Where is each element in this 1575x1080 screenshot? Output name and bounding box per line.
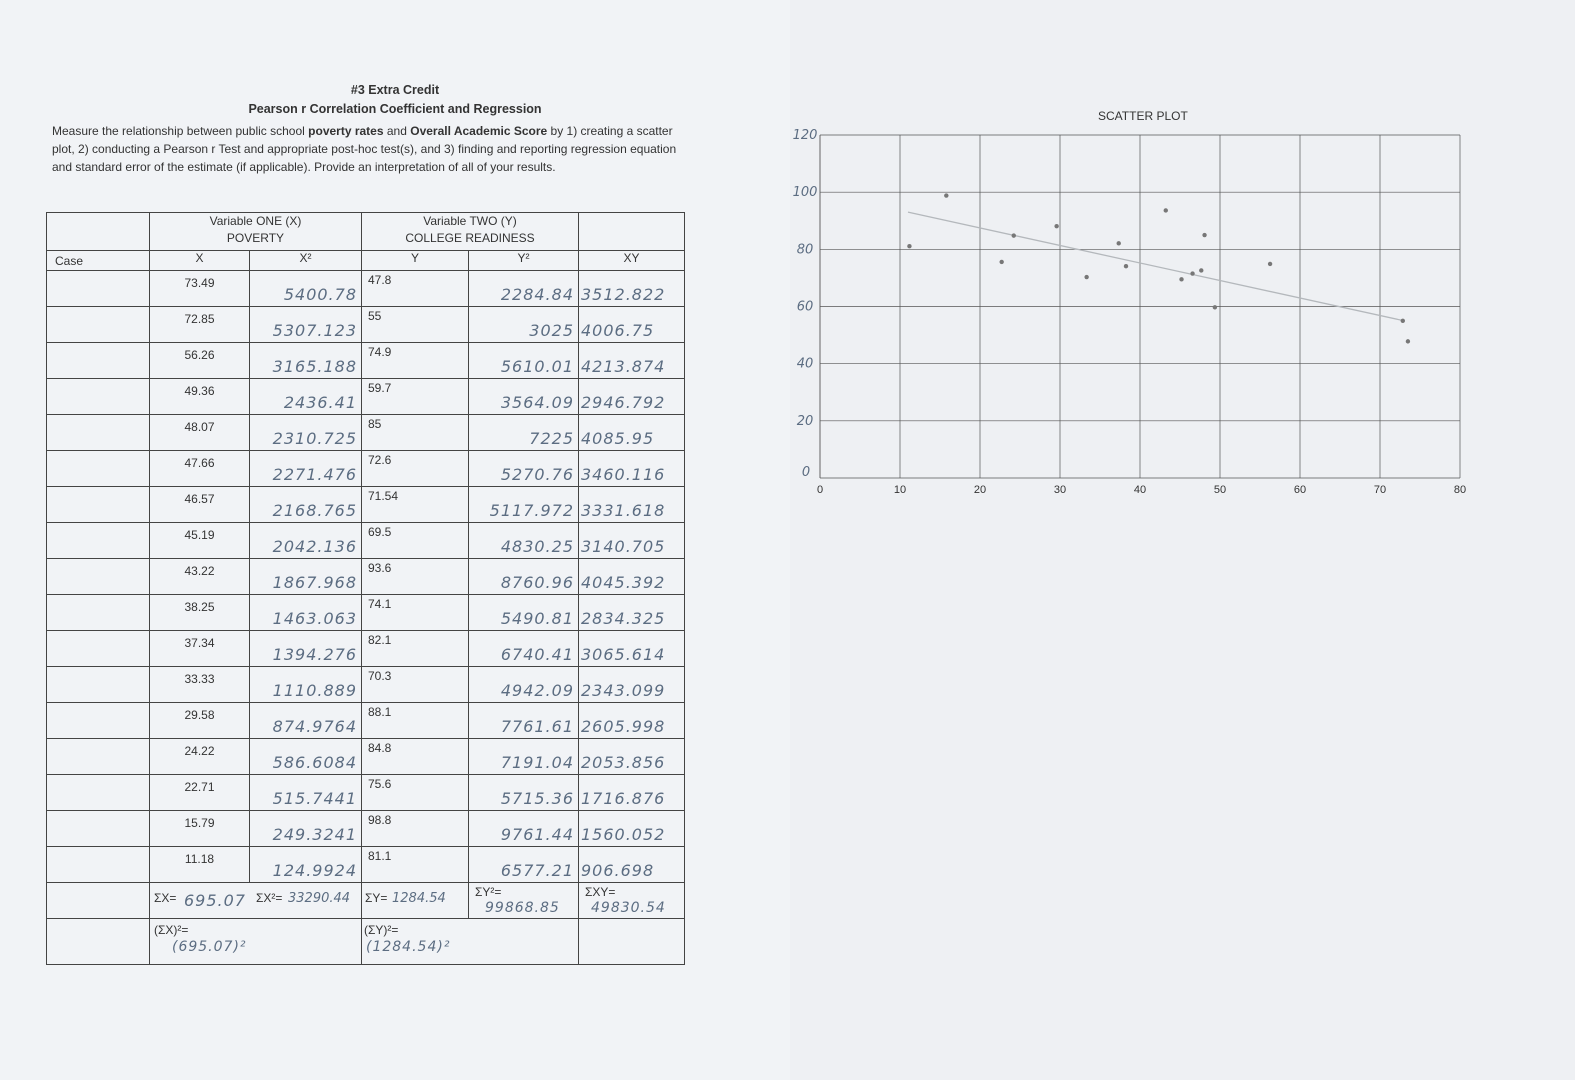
x-cell: [150, 631, 250, 667]
case-cell: [47, 307, 150, 343]
x-value: 22.71: [184, 780, 215, 794]
x-tick-label: 20: [973, 484, 987, 496]
x2-cell: [250, 307, 362, 343]
sq-y-cell: (ΣY)²= (1284.54)²: [362, 919, 579, 965]
x2-cell: [250, 667, 362, 703]
y-value: 70.3: [368, 669, 392, 683]
xy-cell: [579, 667, 685, 703]
xy-header-cell: [579, 213, 685, 251]
data-point: [1012, 233, 1016, 237]
x2-cell: [250, 451, 362, 487]
xy-cell: [579, 343, 685, 379]
xy-value: 2834.325: [581, 609, 666, 628]
x-tick-label: 60: [1293, 484, 1307, 496]
case-cell: [47, 775, 150, 811]
case-cell: [47, 415, 150, 451]
data-point: [1117, 241, 1121, 245]
sum-xy-value: 49830.54: [591, 900, 666, 916]
variable-two-header: Variable TWO (Y) COLLEGE READINESS: [362, 213, 579, 251]
sq-y-value: (1284.54)²: [366, 939, 451, 955]
x-cell: [150, 415, 250, 451]
x-value: 47.66: [184, 456, 215, 470]
data-point: [944, 193, 948, 197]
y-cell: [362, 847, 469, 883]
xy-value: 4085.95: [581, 429, 655, 448]
xy-cell: [579, 595, 685, 631]
table-row: [47, 847, 685, 883]
xy-value: 906.698: [581, 861, 655, 880]
y-cell: [362, 739, 469, 775]
xy-cell: [579, 415, 685, 451]
table-row: [47, 451, 685, 487]
y-value: 98.8: [368, 813, 392, 827]
table-row: [47, 667, 685, 703]
y2-cell: [469, 451, 579, 487]
x-value: 29.58: [184, 708, 215, 722]
x-tick-label: 70: [1373, 484, 1387, 496]
x-tick-label: 40: [1133, 484, 1147, 496]
x2-cell: [250, 775, 362, 811]
x-value: 43.22: [184, 564, 215, 578]
table-row: [47, 523, 685, 559]
x-cell: [150, 667, 250, 703]
x-cell: [150, 523, 250, 559]
x2-value: 249.3241: [272, 825, 357, 844]
instructions: Measure the relationship between public school poverty rates and Overall Academic Score by 1) creating a scatter plot, 2) conducting a Pearson r Test and appropriate post-hoc test(s), and 3) finding and reporting regression equation and standard error of the estimate (if applicable). Provide an interpretation of all of your results.: [52, 124, 677, 174]
col-case: Case: [47, 251, 150, 271]
xy-cell: [579, 307, 685, 343]
y2-cell: [469, 523, 579, 559]
x-cell: [150, 487, 250, 523]
x2-value: 5400.78: [283, 285, 357, 304]
x-value: 48.07: [184, 420, 215, 434]
y-tick-label: 120: [792, 128, 818, 143]
case-cell: [47, 811, 150, 847]
case-cell: [47, 451, 150, 487]
x-value: 11.18: [184, 852, 215, 866]
xy-cell: [579, 487, 685, 523]
y-value: 71.54: [368, 489, 399, 503]
variable-one-header: Variable ONE (X) POVERTY: [150, 213, 362, 251]
xy-cell: [579, 523, 685, 559]
sq-x-cell: (ΣX)²= (695.07)²: [150, 919, 362, 965]
data-point: [1190, 271, 1194, 275]
scatter-plot: [790, 0, 1575, 520]
x-value: 49.36: [184, 384, 215, 398]
y-value: 93.6: [368, 561, 392, 575]
y-cell: [362, 775, 469, 811]
x2-cell: [250, 271, 362, 307]
x-value: 73.49: [184, 276, 215, 290]
xy-value: 2053.856: [581, 753, 666, 772]
sum-y2-value: 99868.85: [485, 900, 560, 916]
y-cell: [362, 307, 469, 343]
table-row: [47, 811, 685, 847]
y-cell: [362, 451, 469, 487]
sum-x2-value: 33290.44: [288, 891, 351, 906]
xy-value: 3512.822: [581, 285, 666, 304]
x2-value: 2271.476: [272, 465, 357, 484]
xy-value: 3331.618: [581, 501, 666, 520]
y-value: 74.1: [368, 597, 392, 611]
y-value: 75.6: [368, 777, 392, 791]
y2-value: 4942.09: [500, 681, 574, 700]
xy-value: 4213.874: [581, 357, 666, 376]
y-cell: [362, 811, 469, 847]
x2-value: 2168.765: [272, 501, 357, 520]
xy-value: 3460.116: [581, 465, 666, 484]
xy-value: 4006.75: [581, 321, 655, 340]
y-value: 84.8: [368, 741, 392, 755]
y2-cell: [469, 775, 579, 811]
xy-cell: [579, 451, 685, 487]
case-cell: [47, 523, 150, 559]
y2-value: 7225: [529, 429, 574, 448]
y-value: 55: [368, 309, 382, 323]
y-cell: [362, 379, 469, 415]
x-value: 37.34: [184, 636, 215, 650]
y-value: 74.9: [368, 345, 392, 359]
sum-x-cell: ΣX= 695.07 ΣX²= 33290.44: [150, 883, 362, 919]
xy-value: 2605.998: [581, 717, 666, 736]
x-cell: [150, 271, 250, 307]
x-cell: [150, 775, 250, 811]
col-y2: Y²: [469, 251, 579, 271]
y2-value: 9761.44: [500, 825, 574, 844]
table-row: [47, 487, 685, 523]
case-cell: [47, 667, 150, 703]
y2-cell: [469, 559, 579, 595]
x-cell: [150, 595, 250, 631]
y-cell: [362, 487, 469, 523]
x-cell: [150, 559, 250, 595]
case-cell: [47, 631, 150, 667]
y-tick-label: 80: [796, 242, 814, 258]
x-tick-label: 0: [816, 484, 824, 496]
x2-value: 5307.123: [272, 321, 357, 340]
worksheet-title: #3 Extra Credit: [350, 83, 440, 97]
xy-value: 4045.392: [581, 573, 666, 592]
y2-value: 5610.01: [500, 357, 574, 376]
x2-cell: [250, 703, 362, 739]
y2-value: 5490.81: [500, 609, 574, 628]
xy-cell: [579, 847, 685, 883]
x2-value: 586.6084: [272, 753, 357, 772]
y2-value: 4830.25: [500, 537, 574, 556]
y2-value: 5715.36: [500, 789, 574, 808]
sum-xy-cell: ΣXY= 49830.54: [579, 883, 685, 919]
x-cell: [150, 739, 250, 775]
col-x: X: [150, 251, 250, 271]
x-cell: [150, 811, 250, 847]
y-cell: [362, 595, 469, 631]
y2-cell: [469, 847, 579, 883]
y-cell: [362, 343, 469, 379]
y-tick-label: 20: [796, 413, 814, 429]
y-tick-label: 60: [796, 299, 814, 315]
case-cell: [47, 595, 150, 631]
y2-value: 7761.61: [500, 717, 574, 736]
y-cell: [362, 631, 469, 667]
sum-row: [47, 883, 685, 919]
sum-y-cell: ΣY= 1284.54: [362, 883, 469, 919]
table-row: [47, 703, 685, 739]
xy-value: 2343.099: [581, 681, 666, 700]
xy-cell: [579, 703, 685, 739]
y2-cell: [469, 343, 579, 379]
sum-y2-cell: ΣY²= 99868.85: [469, 883, 579, 919]
x-value: 38.25: [184, 600, 215, 614]
x-tick-label: 80: [1453, 484, 1467, 496]
case-cell: [47, 847, 150, 883]
x-value: 24.22: [184, 744, 215, 758]
xy-cell: [579, 811, 685, 847]
x2-cell: [250, 343, 362, 379]
y-value: 85: [368, 417, 382, 431]
x-cell: [150, 307, 250, 343]
case-header-cell: [47, 213, 150, 251]
x2-cell: [250, 631, 362, 667]
x2-value: 1394.276: [272, 645, 357, 664]
x2-value: 515.7441: [272, 789, 357, 808]
data-point: [1054, 224, 1058, 228]
regression-line: [908, 212, 1404, 321]
y2-value: 3564.09: [500, 393, 574, 412]
x2-value: 3165.188: [272, 357, 357, 376]
y2-value: 2284.84: [500, 285, 574, 304]
y2-cell: [469, 307, 579, 343]
y-value: 82.1: [368, 633, 392, 647]
x-tick-label: 30: [1053, 484, 1067, 496]
x-value: 72.85: [184, 312, 215, 326]
table-row: [47, 775, 685, 811]
xy-value: 1560.052: [581, 825, 666, 844]
x2-cell: [250, 415, 362, 451]
y-cell: [362, 559, 469, 595]
xy-value: 2946.792: [581, 393, 666, 412]
data-table: [46, 212, 685, 965]
y-cell: [362, 415, 469, 451]
x2-cell: [250, 847, 362, 883]
data-point: [1213, 305, 1217, 309]
data-point: [1164, 208, 1168, 212]
y-value: 81.1: [368, 849, 392, 863]
y2-cell: [469, 271, 579, 307]
data-point: [1179, 277, 1183, 281]
y2-cell: [469, 703, 579, 739]
table-row: [47, 307, 685, 343]
y2-value: 5270.76: [500, 465, 574, 484]
case-cell: [47, 487, 150, 523]
y-value: 72.6: [368, 453, 392, 467]
x-tick-label: 10: [893, 484, 907, 496]
data-point: [999, 260, 1003, 264]
x2-value: 2042.136: [272, 537, 357, 556]
y-value: 59.7: [368, 381, 392, 395]
data-point: [1199, 268, 1203, 272]
y-value: 69.5: [368, 525, 392, 539]
data-point: [1268, 262, 1272, 266]
x2-value: 2310.725: [272, 429, 357, 448]
col-xy: XY: [579, 251, 685, 271]
xy-cell: [579, 271, 685, 307]
table-row: [47, 271, 685, 307]
case-cell: [47, 343, 150, 379]
x-cell: [150, 379, 250, 415]
y-value: 47.8: [368, 273, 392, 287]
y-cell: [362, 271, 469, 307]
y2-cell: [469, 595, 579, 631]
sq-x-value: (695.07)²: [172, 939, 247, 955]
x2-cell: [250, 559, 362, 595]
xy-cell: [579, 631, 685, 667]
y2-cell: [469, 631, 579, 667]
table-row: [47, 415, 685, 451]
data-point: [1406, 339, 1410, 343]
y-tick-label: 40: [796, 356, 814, 372]
data-point: [1084, 275, 1088, 279]
x2-cell: [250, 379, 362, 415]
data-point: [1124, 264, 1128, 268]
xy-value: 1716.876: [581, 789, 666, 808]
x2-value: 874.9764: [272, 717, 357, 736]
x-value: 33.33: [184, 672, 215, 686]
square-row: [47, 919, 685, 965]
xy-cell: [579, 559, 685, 595]
x2-cell: [250, 811, 362, 847]
case-cell: [47, 379, 150, 415]
col-x2: X²: [250, 251, 362, 271]
xy-cell: [579, 775, 685, 811]
y-cell: [362, 523, 469, 559]
case-cell: [47, 739, 150, 775]
x-value: 46.57: [184, 492, 215, 506]
x-value: 56.26: [184, 348, 215, 362]
y2-cell: [469, 487, 579, 523]
xy-value: 3140.705: [581, 537, 666, 556]
y2-value: 6740.41: [500, 645, 574, 664]
xy-value: 3065.614: [581, 645, 666, 664]
xy-cell: [579, 379, 685, 415]
y2-cell: [469, 415, 579, 451]
y2-value: 8760.96: [500, 573, 574, 592]
y-cell: [362, 703, 469, 739]
data-point: [1202, 233, 1206, 237]
table-row: [47, 739, 685, 775]
y2-value: 6577.21: [500, 861, 574, 880]
worksheet-subtitle: Pearson r Correlation Coefficient and Regression: [248, 102, 542, 116]
x2-value: 1110.889: [272, 681, 357, 700]
x-cell: [150, 451, 250, 487]
sum-x-value: 695.07: [184, 891, 246, 910]
x-value: 45.19: [184, 528, 215, 542]
x2-cell: [250, 487, 362, 523]
x-tick-label: 50: [1213, 484, 1227, 496]
x-value: 15.79: [184, 816, 215, 830]
y-tick-label: 0: [801, 465, 811, 480]
case-cell: [47, 703, 150, 739]
y2-cell: [469, 667, 579, 703]
x2-cell: [250, 595, 362, 631]
y2-value: 3025: [529, 321, 574, 340]
y-value: 88.1: [368, 705, 392, 719]
x2-value: 1463.063: [272, 609, 357, 628]
table-row: [47, 379, 685, 415]
table-row: [47, 559, 685, 595]
table-row: [47, 343, 685, 379]
table-row: [47, 631, 685, 667]
scatter-title: SCATTER PLOT: [1098, 109, 1188, 123]
y2-value: 7191.04: [500, 753, 574, 772]
x-cell: [150, 847, 250, 883]
x-cell: [150, 343, 250, 379]
table-row: [47, 595, 685, 631]
case-cell: [47, 271, 150, 307]
x2-cell: [250, 739, 362, 775]
sum-y-value: 1284.54: [392, 891, 446, 906]
x2-cell: [250, 523, 362, 559]
y2-cell: [469, 811, 579, 847]
y2-value: 5117.972: [489, 501, 574, 520]
data-point: [907, 244, 911, 248]
data-rows: [47, 271, 685, 883]
y-tick-label: 100: [792, 185, 818, 201]
y2-cell: [469, 379, 579, 415]
y2-cell: [469, 739, 579, 775]
x2-value: 1867.968: [272, 573, 357, 592]
x2-value: 2436.41: [283, 393, 357, 412]
data-point: [1401, 319, 1405, 323]
x-cell: [150, 703, 250, 739]
y-cell: [362, 667, 469, 703]
x2-value: 124.9924: [272, 861, 357, 880]
case-cell: [47, 559, 150, 595]
xy-cell: [579, 739, 685, 775]
col-y: Y: [362, 251, 469, 271]
